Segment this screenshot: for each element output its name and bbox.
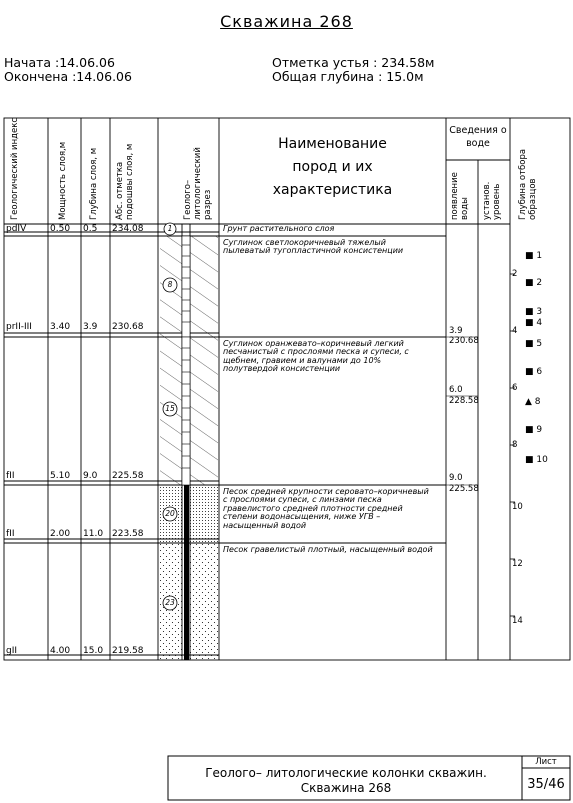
layer-3-depth: 9.0 <box>83 471 98 481</box>
col-header-depth: Глубина слоя, м <box>89 147 99 220</box>
col-header-abs-mark: Абс. отметка подошвы слоя, м <box>115 143 135 220</box>
col-header-water: Сведения о воде <box>449 125 507 149</box>
layer-5-number: 23 <box>165 598 175 607</box>
layer-4-index: fII <box>6 529 15 539</box>
col-header-sample-depth: Глубина отбора образцов <box>518 148 538 220</box>
water-appear-abs-1: 230.68 <box>449 336 479 346</box>
layer-2-depth: 3.9 <box>83 322 98 332</box>
layer-4-thickness: 2.00 <box>50 529 71 539</box>
water-appear-abs-3: 225.58 <box>449 484 479 494</box>
depth-scale-8: 8 <box>512 440 518 450</box>
col-header-index: Геологический индекс <box>10 117 20 220</box>
col-header-section: Геолого–литологический разрез <box>183 147 213 220</box>
wellhead-elevation: Отметка устья : 234.58м <box>272 55 435 70</box>
layer-1-description: Грунт растительного слоя <box>223 224 335 233</box>
layer-2-index: prII-III <box>6 322 32 332</box>
col-header-thickness: Мощность слоя,м <box>58 141 68 220</box>
depth-scale-6: 6 <box>512 383 518 393</box>
depth-scale-4: 4 <box>512 326 518 336</box>
sample-4: ■ 4 <box>525 318 543 328</box>
layer-3-abs: 225.58 <box>112 471 144 481</box>
layer-4-number: 20 <box>165 509 175 518</box>
layer-5-index: gII <box>6 646 18 656</box>
start-date: Начата :14.06.06 <box>4 55 115 70</box>
layer-5-thickness: 4.00 <box>50 646 71 656</box>
layer-5-abs: 219.58 <box>112 646 144 656</box>
layer-4-description: Песок средней крупности серовато–коричневый с прослоями супеси, с линзами песка гравелистого средней плотности средней степени водонасыщения, ниже УГВ – насыщенный водой <box>223 487 429 530</box>
depth-scale-10: 10 <box>512 502 523 512</box>
depth-scale-2: 2 <box>512 269 518 279</box>
layer-1-index: pdIV <box>6 224 27 234</box>
depth-scale-12: 12 <box>512 559 523 569</box>
layer-2-number: 8 <box>167 280 173 289</box>
stamp-title-line1: Геолого– литологические колонки скважин. <box>205 766 487 780</box>
layer-2-abs: 230.68 <box>112 322 144 332</box>
sheet-label: Лист <box>535 757 557 767</box>
layer-1-number: 1 <box>167 224 173 233</box>
sample-9: ■ 9 <box>525 425 543 435</box>
layer-5-depth: 15.0 <box>83 646 104 656</box>
layer-2-thickness: 3.40 <box>50 322 71 332</box>
layer-1-thickness: 0.50 <box>50 224 71 234</box>
sample-5: ■ 5 <box>525 339 543 349</box>
layer-1-abs: 234.08 <box>112 224 144 234</box>
water-appear-depth-3: 9.0 <box>449 473 463 483</box>
layer-1-depth: 0.5 <box>83 224 98 234</box>
sample-10: ■ 10 <box>525 455 548 465</box>
total-depth: Общая глубина : 15.0м <box>272 69 424 84</box>
layer-4-abs: 223.58 <box>112 529 144 539</box>
sample-3: ■ 3 <box>525 307 543 317</box>
layer-3-thickness: 5.10 <box>50 471 71 481</box>
layer-2-description: Суглинок светлокоричневый тяжелый пылеватый тугопластичной консистенции <box>223 238 404 256</box>
col-header-water-appear: появление воды <box>450 172 470 220</box>
layer-3-index: fII <box>6 471 15 481</box>
water-appear-abs-2: 228.58 <box>449 396 479 406</box>
col-header-water-level: установ. уровень <box>482 181 502 220</box>
sample-8: ▲ 8 <box>525 397 541 407</box>
col-header-name: Наименование пород и их характеристика <box>272 136 393 198</box>
layer-4-depth: 11.0 <box>83 529 104 539</box>
water-appear-depth-2: 6.0 <box>449 385 463 395</box>
water-appear-depth-1: 3.9 <box>449 326 463 336</box>
sample-2: ■ 2 <box>525 278 543 288</box>
stamp-title-line2: Скважина 268 <box>300 781 392 795</box>
sample-6: ■ 6 <box>525 367 543 377</box>
end-date: Окончена :14.06.06 <box>4 69 132 84</box>
layer-5-description: Песок гравелистый плотный, насыщенный водой <box>223 545 433 554</box>
sheet-number: 35/46 <box>527 777 565 792</box>
sample-1: ■ 1 <box>525 251 543 261</box>
layer-3-description: Суглинок оранжевато–коричневый легкий песчанистый с прослоями песка и супеси, с щебнем, гравием и валунами до 10% полутвердой консистенции <box>223 339 409 374</box>
page-title: Скважина 268 <box>220 12 353 31</box>
depth-scale-14: 14 <box>512 616 523 626</box>
layer-3-number: 15 <box>165 404 175 413</box>
